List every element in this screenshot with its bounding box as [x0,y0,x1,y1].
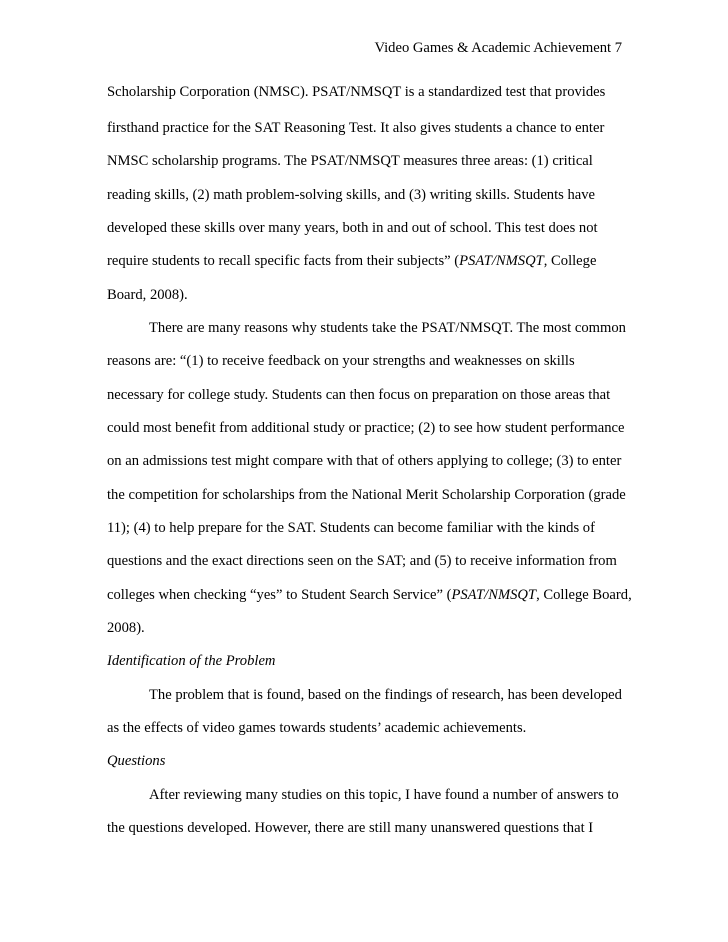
body-text-line: 11); (4) to help prepare for the SAT. Students can become familiar with the kinds of [107,520,595,536]
body-text-line: reasons are: “(1) to receive feedback on your strengths and weaknesses on skills [107,353,575,369]
body-text-line-indented: There are many reasons why students take the PSAT/NMSQT. The most common [149,320,626,336]
body-text-line: as the effects of video games towards students’ academic achievements. [107,720,527,736]
body-text-line: could most benefit from additional study or practice; (2) to see how student performance [107,420,625,436]
body-text-line: reading skills, (2) math problem-solving skills, and (3) writing skills. Students have [107,187,596,203]
body-text-line-citation [107,251,596,271]
body-text-line: questions and the exact directions seen on the SAT; and (5) to receive information from [107,553,617,569]
body-text-line: the questions developed. However, there are still many unanswered questions that I [107,820,594,836]
running-head: Video Games & Academic Achievement 7 [374,40,622,56]
body-text-line: developed these skills over many years, both in and out of school. This test does not [107,220,598,236]
body-text-line-indented: The problem that is found, based on the findings of research, has been developed [149,687,622,703]
body-text-line: Scholarship Corporation (NMSC). PSAT/NMSQT is a standardized test that provides [107,84,606,100]
body-text-line-indented: After reviewing many studies on this topic, I have found a number of answers to [149,787,619,803]
body-text-line: firsthand practice for the SAT Reasoning Test. It also gives students a chance to enter [107,120,605,136]
text-run: colleges when checking “yes” to Student Search Service” ( [107,587,452,603]
body-text-line: necessary for college study. Students can then focus on preparation on those areas that [107,387,611,403]
text-run: , College [543,253,597,269]
italic-title: PSAT/NMSQT [451,587,537,603]
body-text-line: Board, 2008). [107,287,188,303]
body-text-line: on an admissions test might compare with that of others applying to college; (3) to enter [107,453,622,469]
text-run: require students to recall specific facts from their subjects” ( [107,253,460,269]
body-text-line-citation [107,585,632,605]
text-run: , College Board, [536,587,632,603]
body-text-line: 2008). [107,620,145,636]
body-text-line: NMSC scholarship programs. The PSAT/NMSQT measures three areas: (1) critical [107,153,593,169]
italic-title: PSAT/NMSQT [459,253,544,269]
body-text-line: the competition for scholarships from the National Merit Scholarship Corporation (grade [107,487,626,503]
section-heading: Identification of the Problem [107,653,276,669]
section-heading: Questions [107,753,166,769]
